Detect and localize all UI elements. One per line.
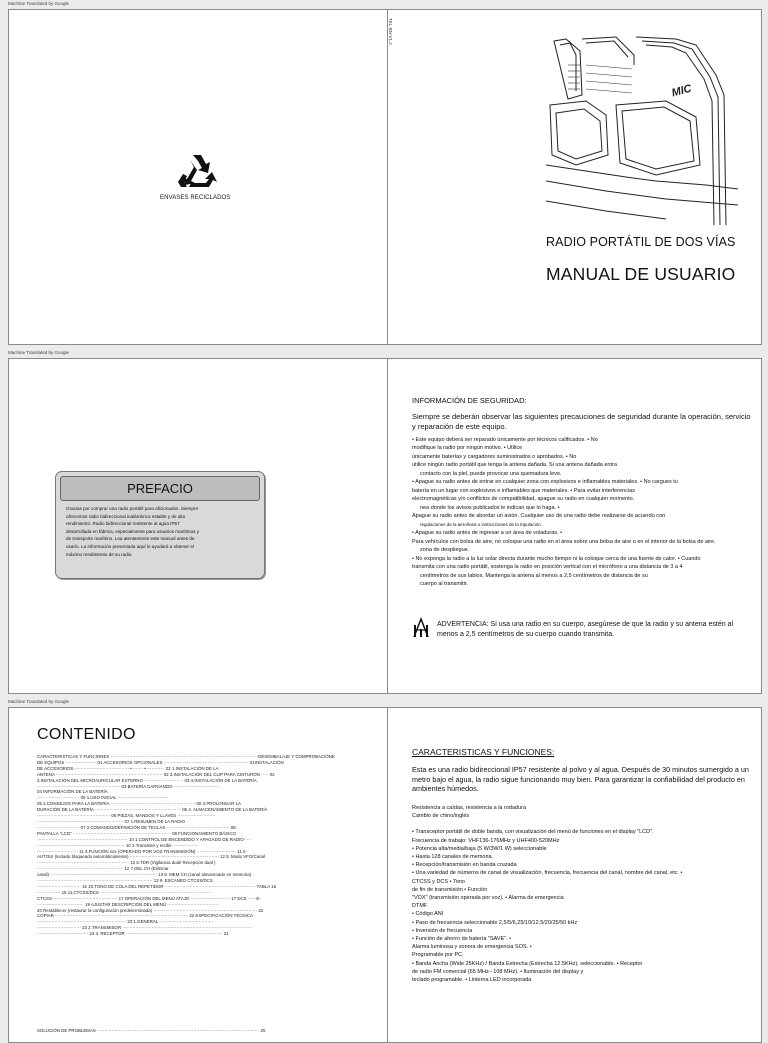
toc-entry: ····························· 05 1.USO INICIAL ··································: [37, 795, 168, 801]
feature-line: de radio FM comercial (65 MHz– 108 MHz). • Iluminación del display y: [412, 968, 584, 975]
feature-line: • Potencia alta/media/baja (5 W/3W/1 W) seleccionable: [412, 845, 547, 852]
safety-line: Para vehículos con bolsa de aire, no coloque una radio en el área sobre una bolsa de aire o en el interior de la bolsa de aire.: [412, 538, 716, 545]
machine-translated-tag-1: Machine Translated by Google: [8, 1, 70, 6]
safety-line: centímetros de sus labios. Mantenga la antena al menos a 2,5 centímetros de distancia de su: [420, 572, 648, 579]
feature-line: • Recepción/transmisión en banda cruzada: [412, 862, 517, 869]
preface-title: PREFACIO: [60, 476, 260, 501]
feature-line: teclado programable. • Linterna LED incorporada: [412, 976, 532, 983]
toc-entry: ··························································· 12 7.DEL CH (Eliminar: [37, 866, 169, 872]
safety-lead: Siempre se deberán observar las siguientes precauciones de seguridad durante la operación, servicio y reparación de este equipo.: [412, 411, 751, 431]
safety-section: [412, 397, 754, 589]
toc-entry: ································ 19 AJUSTAR DESCRIPCIÓN DEL MENÚ ···································: [37, 901, 219, 907]
toc-entry: COPIAR ··························································································· 22 ESPECIFICACIÓN TÉCNICA: [37, 913, 253, 919]
preface-line: usarlo. La información presentada aquí le ayudará a obtener el: [66, 543, 194, 549]
toc-entry: AUTOUI (teclado bloqueado automáticamente) ····························································· 12 5. Modo VFO/Canal: [37, 854, 265, 860]
page-1-left: [9, 10, 387, 344]
page-3: [8, 707, 762, 1043]
preface-text: [66, 505, 258, 558]
safety-line: regulaciones de la aerolínea o instrucciones de la tripulación.: [420, 521, 542, 527]
feature-line: CTCSS y DCS • Tono: [412, 878, 465, 885]
toc-entry: DE EQUIPOS ····················· 01 ACCESORIOS OPCIONALES ···························································01INSTALACIÓN: [37, 759, 284, 765]
page-2-right: [388, 359, 761, 693]
preface-line: desarrollada en fábrica, especialmente para usuarios marítimos y: [66, 528, 200, 534]
cover-subtitle: RADIO PORTÁTIL DE DOS VÍAS: [546, 235, 736, 249]
feature-line: de fin de transmisión • Función: [412, 886, 488, 893]
feature-line: • Banda Ancha (Wide 25KHz) / Banda Estrecha (Estrecha 12.5KHz), seleccionable. • Receptor: [412, 960, 643, 967]
safety-line: cuerpo al transmitir.: [420, 581, 468, 587]
page-3-left: [9, 708, 387, 1042]
toc-entry: ···························· 11 3.FUNCIÓN vox (OPERADO POR VOZ TRANSMISIÓN) ··························· 11 II-: [37, 848, 247, 854]
document-code: TEL-BN-V1.2: [388, 18, 393, 45]
toc-entry: CTCSS ············································ 17 OPERACIÓN DEL MENÚ ATAJO ··························· 17 DCS ····· E-: [37, 895, 261, 901]
toc-entry: ······························································ 10 1.CONTROL DE ENCENDIDO Y APAGADO DE RADIO·····: [37, 836, 251, 842]
feature-line: DTMF: [412, 903, 428, 910]
cover-title: MANUAL DE USUARIO: [546, 264, 736, 284]
recycle-label: ENVASES RECICLADOS: [160, 195, 231, 201]
preface-line: Gracias por comprar una radio portátil para aficionados. Siempre: [66, 506, 199, 511]
warning-text: ADVERTENCIA: Si usa una radio en su cuerpo, asegúrese de que la radio y su antena estén al menos a 2,5 centímetros de su cuerpo cuando transmita.: [437, 621, 733, 638]
feature-line: • Función de ahorro de batería "SAVE". •: [412, 935, 512, 942]
feature-line: Alarma luminosa y sonora de emergencia SOS. •: [412, 944, 532, 951]
toc-entry: ····························· 07 2.COMANDO/DEFINICIÓN DE TECLAS ··········································· 08: [37, 824, 236, 830]
feature-line: Frecuencia de trabajo: VHF136-176MHz y UHF400-520MHz: [412, 837, 560, 844]
toc-entry: CARACTERISTICAS Y FUNCIONES ·····································································································DESEMBALAJE Y COMPROBACIÓNE: [37, 754, 335, 759]
safety-line: únicamente baterías y cargadores suministrados o aprobados. • No: [412, 453, 577, 460]
feature-line: Cambio de chino/inglés: [412, 812, 470, 819]
feature-line: Programable por PC.: [412, 952, 464, 959]
feature-line: Resistencia a caídas, resistencia a la rodadura: [412, 804, 527, 811]
safety-line: • No exponga la radio a la luz solar directa durante mucho tiempo ni la coloque cerca de una fuente de calor. • Cuando: [412, 555, 701, 562]
toc-entry: 20 Restablecer (restaurar la configuración predeterminada) ······································································· 22: [37, 907, 264, 913]
safety-line: • Apague su radio antes de ingresar a un área de voladuras. •: [412, 530, 563, 536]
toc-entry: ··············································································· 13 9. ESCANEO CTCSS/DCS: [37, 878, 213, 884]
feature-line: "VOX" (transmisión operada por voz). • Alarma de emergencia: [412, 894, 564, 901]
page-2: [8, 358, 762, 694]
preface-line: máximo rendimiento de su radio.: [66, 551, 133, 557]
table-of-contents: [37, 754, 367, 937]
features-list: [412, 804, 752, 984]
toc-entry: ························································· 03 BATERÍA CARGANDO ·······························: [37, 783, 220, 789]
feature-line: • Una variedad de números de canal de visualización, frecuencia, frecuencia del canal, nombre del canal, etc. •: [412, 870, 683, 877]
radio-mic-label: MIC: [670, 82, 693, 100]
page-2-left: [9, 359, 387, 693]
safety-line: utilice ningún radio portátil que tenga la antena dañada. Si una antena dañada entra: [412, 462, 617, 468]
machine-translated-tag-2: Machine Translated by Google: [8, 350, 70, 355]
safety-line: nea donde los avisos publicados le indican que lo haga. •: [420, 504, 560, 511]
toc-entry: ······························ 15 10.TONO DE COLA DEL REPETIDOR ······························································ TABLA 16: [37, 883, 277, 889]
safety-line: electromagnéticas y/o conflictos de compatibilidad, apague su radio en cualquier momento.: [412, 496, 635, 502]
toc-entry: 05 2.CONSEJOS PARA LA BATERÍA ·························································· 05 3.PROLONGAR LA: [37, 801, 241, 807]
toc-entry: ······························································· 12 6.TDR (Vigilancia dual/ Recepción dual ): [37, 860, 216, 866]
toc-last-entry-wrap: [37, 1028, 367, 1034]
toc-entry: canal) ········································································· 13 8. MEM CH (canal almacenado en memoria): [37, 872, 252, 878]
feature-line: • Paso de frecuencia seleccionable 2,5/5/6,25/10/12,5/20/25/50 kHz: [412, 919, 578, 926]
toc-entry: ···························································· 10 2.Transmitir y recibir ·················: [37, 842, 198, 848]
safety-list: [412, 436, 754, 589]
toc-entry: PANTALLA "LCD" ··································································· 09 FUNCIONAMIENTO BÁSICO: [37, 830, 236, 836]
page-3-right: [388, 708, 761, 1042]
toc-entry: ANTENA ········································································· 02 2.INSTALACIÓN DEL CLIP PARA CINTURÓN ····· 02: [37, 771, 275, 777]
safety-line: zona de despliegue.: [420, 547, 470, 553]
features-lead: Esta es una radio bidireccional IP57 resistente al polvo y al agua. Después de 30 minutos sumergido a un metro bajo el agua, la radio sigue funcionando muy bien. Para garantizar la confiabilidad del producto en ambientes húmedos.: [412, 765, 749, 794]
preface-box: [55, 471, 265, 579]
features-heading: CARACTERISTICAS Y FUNCIONES:: [412, 747, 555, 757]
safety-heading: INFORMACIÓN DE SEGURIDAD:: [412, 396, 527, 405]
feature-line: • Código ANI: [412, 911, 444, 918]
safety-line: transmita con una radio portátil, sostenga la radio en posición vertical con el micrófono a una distancia de 3 a 4: [412, 564, 683, 570]
feature-line: • Transceptor portátil de doble banda, con visualización del menú de funciones en el display "LCD".: [412, 829, 654, 836]
toc-entry: 04 INFORMACIÓN DE LA BATERÍA: [37, 789, 108, 795]
feature-line: [412, 820, 752, 828]
safety-line: batería en un lugar con explosivos e inflamables que materiales. • Para evitar interferencias: [412, 487, 635, 494]
toc-last-entry: SOLUCIÓN DE PROBLEMAS ··············································································································· 25: [37, 1028, 266, 1033]
preface-line: ofrecemos radio bidireccional inalámbrica estable y de alto: [66, 513, 186, 519]
machine-translated-tag-3: Machine Translated by Google: [8, 699, 70, 704]
toc-entry: ······························ 23 2.TRANSMISOR ·························································································: [37, 925, 253, 931]
toc-entry: ··································· 24 3. RECEPTOR ·································································· 24: [37, 931, 229, 937]
warning-antenna-icon: [412, 617, 430, 639]
safety-line: • Apague su radio antes de entrar en cualquier zona con explosivos e inflamables materiales. • No cargues tu: [412, 479, 678, 485]
toc-entry: DE ACCESORIOS······································ • ······· • ············ 02 1.INSTALACIÓN DE LA: [37, 765, 219, 771]
recycle-icon: [175, 152, 219, 194]
page-1: [8, 9, 762, 345]
toc-entry: DURACIÓN DE LA BATERÍA ··························································· 05 4. ALMACENAMIENTO DE LA BATERÍA: [37, 807, 268, 813]
preface-line: rendimiento. Radio bidireccional resistente al agua IP57: [66, 521, 180, 527]
toc-entry: ··························································· 07 1.RESUMEN DE LA RADIO: [37, 818, 185, 824]
safety-line: Apague su radio antes de abordar un avión. Cualquier uso de una radio debe realizarse de acuerdo con: [412, 513, 666, 519]
toc-entry: ····························································· 23 1.GENERAL ·····································: [37, 919, 214, 925]
feature-line: • Inversión de frecuencia: [412, 927, 473, 934]
safety-line: • Este equipo deberá ser reparado únicamente por técnicos calificados. • No: [412, 436, 598, 443]
toc-entry: 3.INSTALACIÓN DEL MICROAURICULAR EXTERNO ························ ·· 03 4.INSTALACIÓN DE LA BATERÍA: [37, 777, 257, 783]
safety-line: contacto con la piel, puede provocar una quemadura leve.: [420, 470, 562, 477]
preface-line: de transporte marítimo. Lea atentamente este manual antes de: [66, 536, 195, 542]
safety-line: modifique la radio por ningún motivo. • Utilice: [412, 445, 523, 451]
radio-illustration: [546, 35, 738, 225]
page-1-right: [388, 10, 761, 344]
toc-entry: ················ 15 11.CTCSS/DCS ············································································: [37, 889, 212, 895]
features-section: [412, 748, 752, 984]
contents-title: CONTENIDO: [37, 726, 136, 743]
toc-entry: ·················································· 06 PIEZAS, MANDOS Y LLAVES ··························: [37, 813, 216, 819]
feature-line: • Hasta 128 canales de memoria.: [412, 853, 494, 860]
